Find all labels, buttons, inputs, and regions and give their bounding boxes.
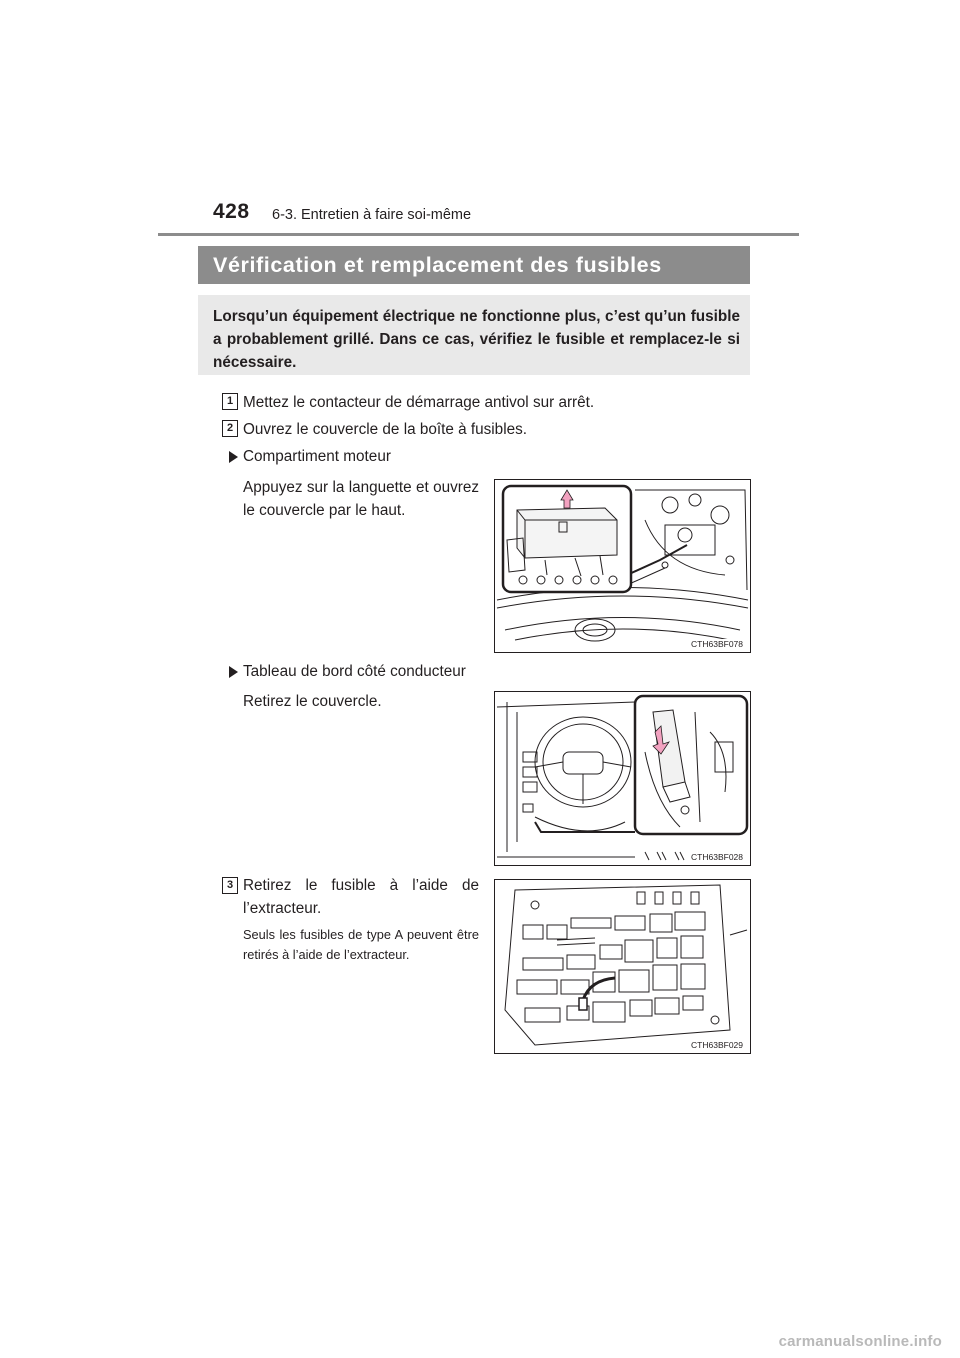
figure-fuse-box <box>494 879 751 1054</box>
figure-code: CTH63BF078 <box>691 639 743 649</box>
dashboard-illustration <box>495 692 750 865</box>
section-reference: 6-3. Entretien à faire soi-même <box>272 207 472 223</box>
step-3-text: Retirez le fusible à l’aide de l’extracteur. <box>243 877 479 917</box>
fuse-box-illustration <box>495 880 750 1053</box>
step-2-text: Ouvrez le couvercle de la boîte à fusibles. <box>243 421 527 438</box>
dashboard-text: Retirez le couvercle. <box>243 693 382 710</box>
section-title: Vérification et remplacement des fusibles <box>198 246 750 284</box>
page-number: 428 <box>213 200 250 223</box>
engine-compartment-illustration <box>495 480 750 652</box>
header-rule <box>158 233 799 236</box>
intro-text: Lorsqu’un équipement électrique ne fonctionne plus, c’est qu’un fusible a probablement grillé. Dans ce cas, vérifiez le fusible et remplacez-le si nécessaire. <box>213 308 740 371</box>
step-number-3: 3 <box>222 877 238 894</box>
intro-box <box>198 295 750 375</box>
engine-compartment-text: Appuyez sur la languette et ouvrez le couvercle par le haut. <box>243 479 479 519</box>
step-1-text: Mettez le contacteur de démarrage antivol sur arrêt. <box>243 394 595 411</box>
figure-driver-dashboard <box>494 691 751 866</box>
bullet-triangle-icon <box>229 451 238 463</box>
figure-code: CTH63BF028 <box>691 852 743 862</box>
step-3-note: Seuls les fusibles de type A peuvent être retirés à l’aide de l’extracteur. <box>243 927 479 962</box>
step-number-2: 2 <box>222 420 238 437</box>
figure-engine-compartment <box>494 479 751 653</box>
figure-code: CTH63BF029 <box>691 1040 743 1050</box>
engine-compartment-heading: Compartiment moteur <box>243 448 391 465</box>
watermark: carmanualsonline.info <box>778 1333 942 1350</box>
step-number-1: 1 <box>222 393 238 410</box>
dashboard-heading: Tableau de bord côté conducteur <box>243 663 466 680</box>
bullet-triangle-icon <box>229 666 238 678</box>
